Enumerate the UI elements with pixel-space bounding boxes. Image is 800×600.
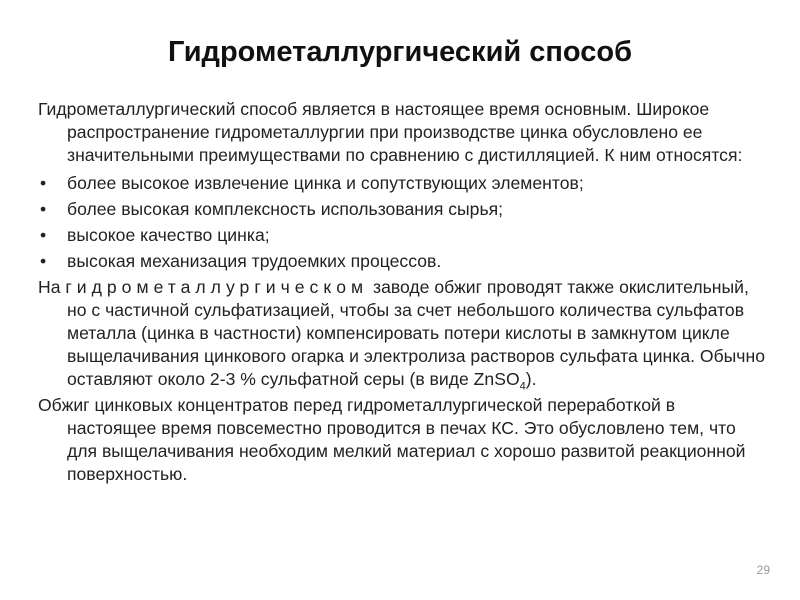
bullet-icon: • [40, 173, 47, 193]
list-item-text: высокое качество цинка; [67, 225, 270, 245]
list-item [38, 224, 768, 247]
bullet-icon: • [40, 199, 47, 219]
bullet-icon: • [40, 251, 47, 271]
roasting-lead: На [38, 277, 66, 297]
formula-subscript: 4 [519, 380, 526, 393]
bullet-icon: • [40, 225, 47, 245]
list-item [38, 198, 768, 221]
advantages-list [38, 172, 768, 273]
roasting-paragraph [38, 276, 768, 391]
list-item-text: высокая механизация трудоемких процессов. [67, 251, 442, 271]
intro-paragraph: Гидрометаллургический способ является в настоящее время основным. Широкое распространение гидрометаллургии при производстве цинка обусловлено ее значительными преимуществами по сравнению с дистилляцией. К ним относятся: [38, 99, 743, 165]
slide-title: Гидрометаллургический способ [167, 36, 633, 68]
page-number: 29 [756, 563, 770, 577]
slide-content [38, 98, 768, 488]
list-item [38, 250, 768, 273]
roasting-spaced-word: гидрометаллургическом [65, 277, 369, 297]
list-item-text: более высокое извлечение цинка и сопутствующих элементов; [67, 173, 584, 193]
list-item-text: более высокая комплексность использования сырья; [67, 199, 504, 219]
roasting-body: заводе обжиг проводят также окислительный, но с частичной сульфатизацией, чтобы за счет небольшого количества сульфатов металла (цинка в частности) компенсировать потери кислоты в замкнутом цикле выщелачивания цинкового огарка и электролиза растворов сульфата цинка. Обычно оставляют около 2-3 % сульфатной серы (в виде ZnSO [67, 277, 765, 389]
roasting-tail: ). [525, 369, 537, 389]
list-item [38, 172, 768, 195]
fluidized-bed-paragraph: Обжиг цинковых концентратов перед гидрометаллургической переработкой в настоящее время повсеместно проводится в печах КС. Это обусловлено тем, что для выщелачивания необходим мелкий материал с хорошо развитой реакционной поверхностью. [38, 395, 746, 484]
